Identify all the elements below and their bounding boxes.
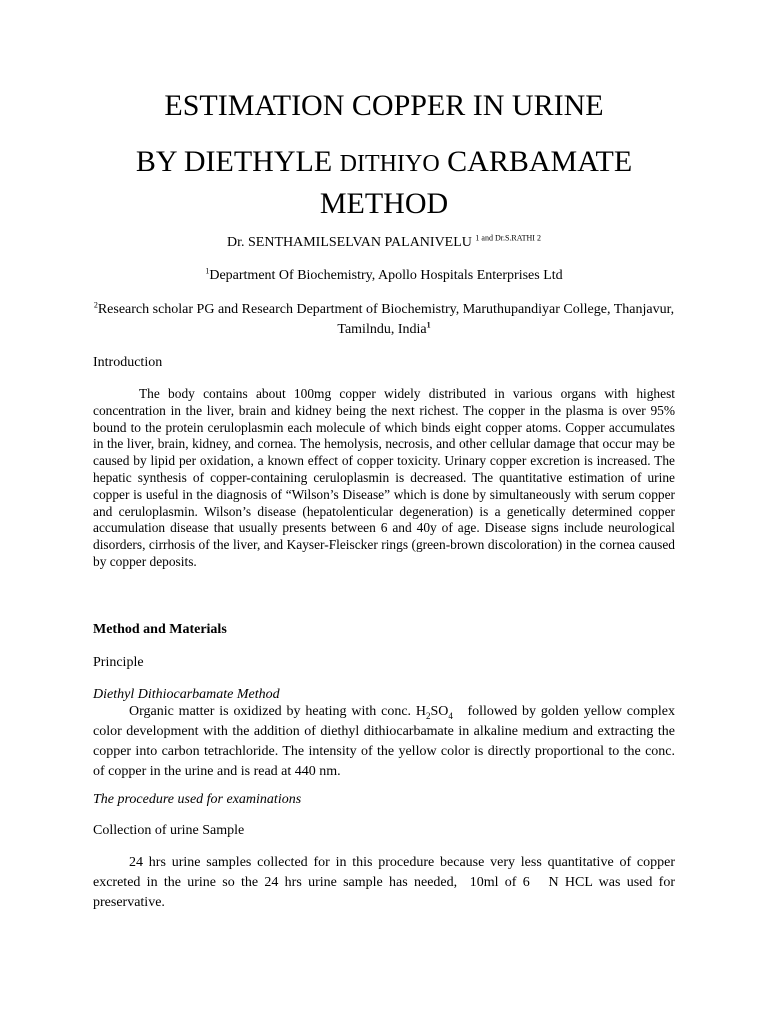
- introduction-paragraph: The body contains about 100mg copper widely distributed in various organs with highest concentration in the liver, brain and kidney being the next richest. The copper in the plasma is over 95% bound to the protein ceruloplasmin each molecule of which binds eight copper atoms. Copper accumulates in the liver, brain, kidney, and cornea. The hemolysis, necrosis, and other cellular damage that occur may be caused by lipid per oxidation, a known effect of copper toxicity. Urinary copper excretion is increased. The hepatic synthesis of copper-containing ceruloplasmin is decreased. The quantitative estimation of urine copper is useful in the diagnosis of “Wilson’s Disease” which is done by simultaneously with serum copper and ceruloplasmin. Wilson’s disease (hepatolenticular degeneration) is a genetically determined copper accumulation disease that usually presents between 6 and 40y of age. Disease signs include neurological disorders, cirrhosis of the liver, and Kayser-Fleiscker rings (green-brown discoloration) in the cornea caused by copper deposits.: [93, 386, 675, 569]
- title-line-1: ESTIMATION COPPER IN URINE: [164, 89, 604, 122]
- title-line-2-3: [93, 142, 675, 224]
- ddm-text-a: Organic matter is oxidized by heating with conc. H: [129, 704, 427, 719]
- ddm-sub-1: 2: [426, 710, 431, 721]
- procedure-heading: The procedure used for examinations: [93, 792, 302, 807]
- authors: [93, 234, 675, 252]
- author-names: Dr. SENTHAMILSELVAN PALANIVELU: [227, 235, 476, 250]
- ddm-heading: Diethyl Dithiocarbamate Method: [93, 687, 280, 702]
- introduction-heading: Introduction: [93, 355, 163, 370]
- affiliation-2-text: Research scholar PG and Research Department of Biochemistry, Maruthupandiyar College, Thanjavur, Tamilndu, India: [97, 302, 675, 337]
- title-line-2c: CARBAMATE: [439, 145, 633, 178]
- ddm-text-b: SO: [430, 704, 449, 719]
- title-line-2a: BY DIETHYLE: [135, 145, 340, 178]
- affiliation-1: [93, 266, 675, 286]
- methods-heading: Method and Materials: [93, 622, 227, 637]
- affiliation-1-text: Department Of Biochemistry, Apollo Hospitals Enterprises Ltd: [209, 268, 563, 283]
- collection-heading: Collection of urine Sample: [93, 823, 245, 838]
- ddm-paragraph: [93, 702, 679, 782]
- collection-paragraph: 24 hrs urine samples collected for in this procedure because very less quantitative of copper excreted in the urine so the 24 hrs urine sample has needed, 10ml of 6 N HCL was used for preservative.: [93, 855, 679, 910]
- principle-heading: Principle: [93, 655, 144, 670]
- affiliation-2-end-marker: 1: [426, 320, 431, 330]
- affiliation-2: [93, 300, 675, 340]
- ddm-sub-2: 4: [448, 710, 453, 721]
- ddm-text-c: followed by golden yellow complex color development with the addition of diethyl dithiocarbamate in alkaline medium and extracting the copper into carbon tetrachloride. The intensity of the yellow color is directly proportional to the conc. of copper in the urine and is read at 440 nm.: [93, 704, 679, 779]
- affiliation-2-marker: 2: [93, 300, 98, 310]
- title-line-3: METHOD: [319, 187, 449, 220]
- affiliation-1-marker: 1: [205, 266, 210, 276]
- title-line-2b: DITHIYO: [339, 151, 440, 177]
- author-superscripts: 1 and Dr.S.RATHI 2: [475, 233, 541, 243]
